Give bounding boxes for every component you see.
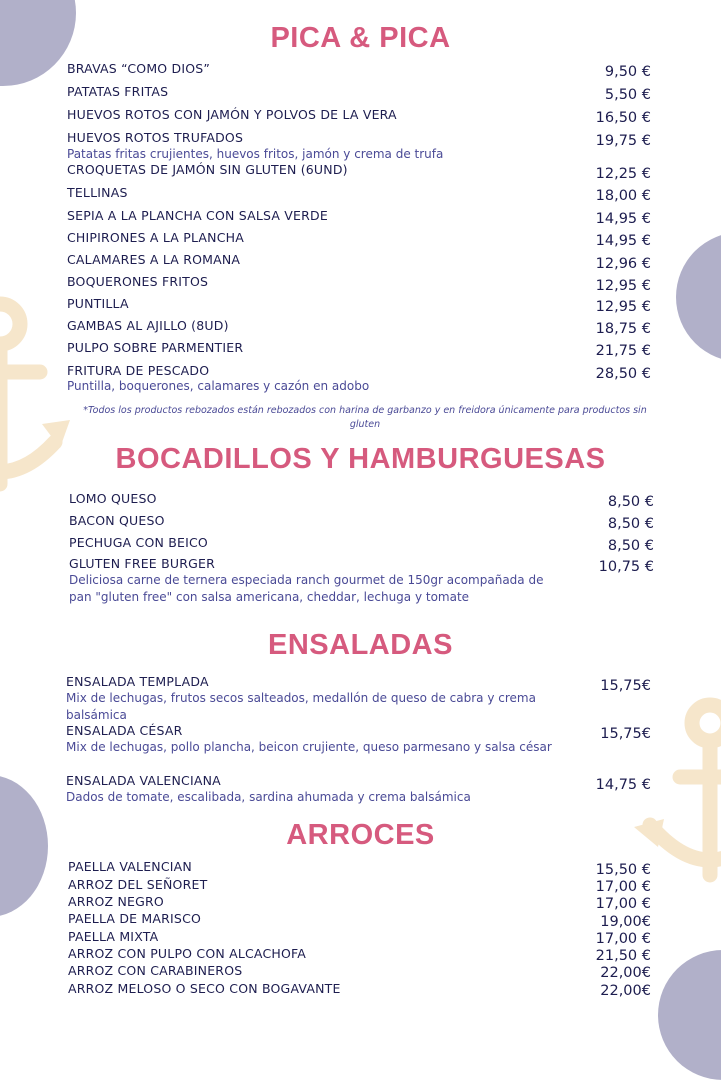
menu-item-name: PAELLA DE MARISCO — [68, 911, 202, 926]
menu-item-price: 12,96 € — [595, 256, 651, 272]
menu-item-name: CALAMARES A LA ROMANA — [67, 252, 241, 267]
menu-item-name: ARROZ CON PULPO CON ALCACHOFA — [68, 946, 307, 961]
menu-item-price: 12,95 € — [595, 299, 651, 315]
menu-item-price: 17,00 € — [595, 896, 651, 912]
menu-item-name: ENSALADA VALENCIANA — [66, 773, 221, 788]
menu-item-name: GAMBAS AL AJILLO (8UD) — [67, 318, 229, 333]
allergen-note: *Todos los productos rebozados están rebozados con harina de garbanzo y en freidora únicamente para productos sin gluten — [83, 405, 647, 430]
menu-item-name: ARROZ DEL SEÑORET — [68, 877, 208, 892]
menu-item-name: ARROZ MELOSO O SECO CON BOGAVANTE — [68, 981, 341, 996]
menu-item-name: HUEVOS ROTOS TRUFADOS — [67, 130, 244, 145]
menu-item-description: Deliciosa carne de ternera especiada ranch gourmet de 150gr acompañada de pan "gluten free" con salsa americana, cheddar, lechuga y tomate — [69, 573, 544, 604]
menu-item-name: PATATAS FRITAS — [67, 84, 169, 99]
menu-item-name: GLUTEN FREE BURGER — [69, 556, 215, 571]
menu-item-description: Mix de lechugas, pollo plancha, beicon crujiente, queso parmesano y salsa césar — [66, 740, 552, 754]
menu-item-price: 15,75€ — [600, 726, 651, 742]
menu-item-name: PAELLA VALENCIAN — [68, 859, 192, 874]
menu-item-name: PULPO SOBRE PARMENTIER — [67, 340, 244, 355]
menu-item-price: 14,95 € — [595, 211, 651, 227]
menu-item-price: 12,95 € — [595, 278, 651, 294]
menu-item-description: Dados de tomate, escalibada, sardina ahumada y crema balsámica — [66, 790, 471, 804]
menu-item-name: PAELLA MIXTA — [68, 929, 159, 944]
menu-item-price: 15,50 € — [595, 862, 651, 878]
menu-item-description: Puntilla, boquerones, calamares y cazón en adobo — [67, 379, 370, 393]
menu-item-description: Patatas fritas crujientes, huevos fritos, jamón y crema de trufa — [67, 147, 444, 161]
menu-item-price: 19,75 € — [595, 133, 651, 149]
menu-item-price: 14,95 € — [595, 233, 651, 249]
menu-item-price: 9,50 € — [604, 64, 651, 80]
section-title-bocadillos: BOCADILLOS Y HAMBURGUESAS — [115, 443, 606, 475]
menu-item-name: TELLINAS — [67, 185, 128, 200]
menu-item-name: ARROZ CON CARABINEROS — [68, 963, 243, 978]
menu-item-price: 22,00€ — [600, 965, 651, 981]
decorative-circle-bottom-right — [658, 950, 721, 1080]
section-title-ensaladas: ENSALADAS — [268, 629, 453, 661]
menu-item-name: LOMO QUESO — [69, 491, 157, 506]
menu-item-name: CHIPIRONES A LA PLANCHA — [67, 230, 244, 245]
menu-item-name: SEPIA A LA PLANCHA CON SALSA VERDE — [67, 208, 328, 223]
menu-item-name: HUEVOS ROTOS CON JAMÓN Y POLVOS DE LA VERA — [67, 107, 397, 122]
menu-item-price: 8,50 € — [607, 516, 654, 532]
menu-item-price: 17,00 € — [595, 931, 651, 947]
menu-item-name: FRITURA DE PESCADO — [67, 363, 210, 378]
menu-item-description: Mix de lechugas, frutos secos salteados, medallón de queso de cabra y crema balsámica — [66, 691, 536, 722]
menu-item-price: 21,75 € — [595, 343, 651, 359]
menu-item-price: 22,00€ — [600, 983, 651, 999]
menu-item-price: 18,00 € — [595, 188, 651, 204]
menu-item-price: 8,50 € — [607, 538, 654, 554]
menu-item-price: 5,50 € — [604, 87, 651, 103]
menu-item-price: 16,50 € — [595, 110, 651, 126]
menu-item-name: BRAVAS “COMO DIOS” — [67, 61, 211, 76]
section-title-arroces: ARROCES — [286, 819, 435, 851]
menu-item-name: PECHUGA CON BEICO — [69, 535, 208, 550]
menu-item-price: 8,50 € — [607, 494, 654, 510]
menu-item-price: 10,75 € — [598, 559, 654, 575]
menu-item-price: 21,50 € — [595, 948, 651, 964]
menu-item-price: 14,75 € — [595, 777, 651, 793]
menu-item-name: BOQUERONES FRITOS — [67, 274, 209, 289]
menu-item-price: 12,25 € — [595, 166, 651, 182]
menu-item-price: 17,00 € — [595, 879, 651, 895]
decorative-circle-right — [676, 232, 721, 362]
menu-item-price: 19,00€ — [600, 914, 651, 930]
section-title-pica: PICA & PICA — [270, 22, 451, 54]
menu-item-name: CROQUETAS DE JAMÓN SIN GLUTEN (6UND) — [67, 162, 348, 177]
menu-item-price: 15,75€ — [600, 678, 651, 694]
menu-item-price: 18,75 € — [595, 321, 651, 337]
menu-item-name: ENSALADA CÉSAR — [66, 723, 183, 738]
menu-item-name: PUNTILLA — [67, 296, 129, 311]
menu-item-name: ARROZ NEGRO — [68, 894, 164, 909]
menu-item-name: ENSALADA TEMPLADA — [66, 674, 209, 689]
menu-item-name: BACON QUESO — [69, 513, 165, 528]
menu-item-price: 28,50 € — [595, 366, 651, 382]
